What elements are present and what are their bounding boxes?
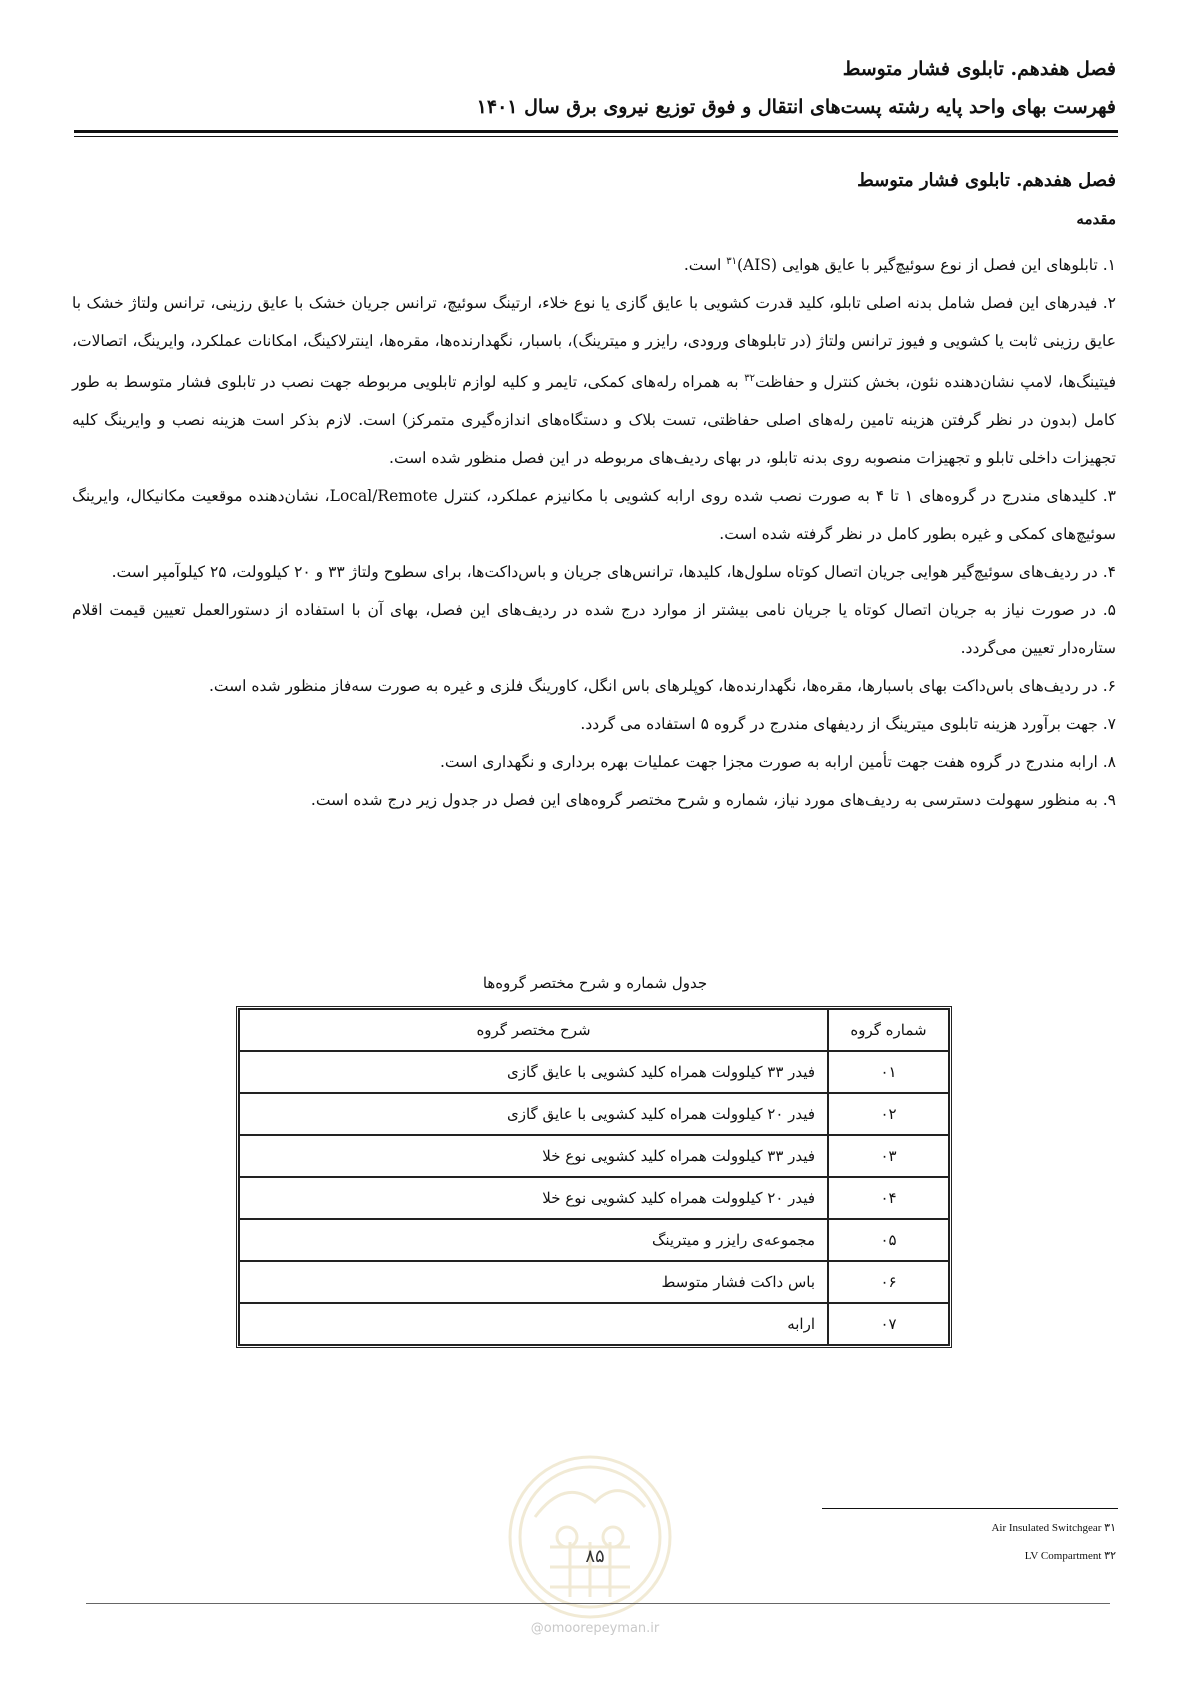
body-text xyxy=(72,243,1116,819)
paragraph-4: ۴. در ردیف‌های سوئیچ‌گیر هوایی جریان اتصال کوتاه سلول‌ها، کلیدها، ترانس‌های جریان و باس‌داکت‌ها، برای سطوح ولتاژ ۳۳ و ۲۰ کیلوولت، ۲۵ کیلوآمپر است. xyxy=(111,563,1116,582)
running-header-chapter: فصل هفدهم. تابلوی فشار متوسط xyxy=(842,58,1116,80)
footnote-31 xyxy=(991,1521,1116,1534)
paragraph-3: ۳. کلیدهای مندرج در گروه‌های ۱ تا ۴ به صورت نصب شده روی ارابه کشویی با مکانیزم عملکرد، کنترل Local/Remote، نشان‌دهنده موقعیت مکانیکال، وایرینگ سوئیچ‌های کمکی و غیره بطور کامل در نظر گرفته شده است. xyxy=(72,487,1116,544)
table-row xyxy=(239,1303,949,1345)
footnote-number: ۳۱ xyxy=(1104,1522,1116,1534)
group-number-cell: ۰۷ xyxy=(828,1303,949,1345)
paragraph-7: ۷. جهت برآورد هزینه تابلوی میترینگ از ردیفهای مندرج در گروه ۵ استفاده می گردد. xyxy=(580,715,1116,734)
table-row xyxy=(239,1261,949,1303)
page-number: ۸۵ xyxy=(585,1546,605,1567)
footer-rule xyxy=(86,1603,1110,1604)
paragraph-5: ۵. در صورت نیاز به جریان اتصال کوتاه یا جریان نامی بیشتر از موارد درج شده در ردیف‌های این فصل، بهای آن با استفاده از دستورالعمل تعیین قیمت اقلام ستاره‌دار تعیین می‌گردد. xyxy=(72,601,1116,658)
table-header-group-description: شرح مختصر گروه xyxy=(239,1009,828,1051)
group-number-cell: ۰۴ xyxy=(828,1177,949,1219)
header-rule-thick xyxy=(74,130,1118,133)
footnote-text: LV Compartment xyxy=(1024,1550,1102,1562)
table-caption: جدول شماره و شرح مختصر گروه‌ها xyxy=(482,974,708,992)
watermark-url: @omoorepeyman.ir xyxy=(530,1621,660,1636)
group-description-cell: فیدر ۲۰ کیلوولت همراه کلید کشویی نوع خلا xyxy=(239,1177,828,1219)
table-row xyxy=(239,1135,949,1177)
paragraph-6: ۶. در ردیف‌های باس‌داکت بهای باسبارها، مقره‌ها، نگهدارنده‌ها، کوپلرهای باس انگل، کاورینگ فلزی و غیره به صورت سه‌فاز منظور شده است. xyxy=(208,677,1116,696)
table-row xyxy=(239,1093,949,1135)
group-number-cell: ۰۲ xyxy=(828,1093,949,1135)
footnote-number: ۳۲ xyxy=(1104,1550,1116,1562)
group-description-cell: باس داکت فشار متوسط xyxy=(239,1261,828,1303)
group-description-cell: فیدر ۳۳ کیلوولت همراه کلید کشویی نوع خلا xyxy=(239,1135,828,1177)
group-description-cell: ارابه xyxy=(239,1303,828,1345)
footnote-rule xyxy=(822,1508,1118,1509)
table-header-group-number: شماره گروه xyxy=(828,1009,949,1051)
paragraph-9: ۹. به منظور سهولت دسترسی به ردیف‌های مورد نیاز، شماره و شرح مختصر گروه‌های این فصل در جدول زیر درج شده است. xyxy=(310,791,1116,810)
group-number-cell: ۰۱ xyxy=(828,1051,949,1093)
footnote-marker: ۳۲ xyxy=(744,373,755,385)
groups-table xyxy=(236,1006,952,1348)
paragraph-8: ۸. ارابه مندرج در گروه هفت جهت تأمین ارابه به صورت مجزا جهت عملیات بهره برداری و نگهداری است. xyxy=(439,753,1116,772)
table-row xyxy=(239,1177,949,1219)
table-row xyxy=(239,1051,949,1093)
footnote-marker: ۳۱ xyxy=(726,256,737,267)
section-intro-heading: مقدمه xyxy=(1076,210,1116,228)
watermark-seal-icon xyxy=(505,1447,675,1627)
group-description-cell: مجموعه‌ی رایزر و میترینگ xyxy=(239,1219,828,1261)
group-description-cell: فیدر ۲۰ کیلوولت همراه کلید کشویی با عایق گازی xyxy=(239,1093,828,1135)
header-rule-thin xyxy=(74,136,1118,137)
group-number-cell: ۰۵ xyxy=(828,1219,949,1261)
table-header-row xyxy=(239,1009,949,1051)
group-number-cell: ۰۶ xyxy=(828,1261,949,1303)
paragraph-2: ۲. فیدرهای این فصل شامل بدنه اصلی تابلو، کلید قدرت کشویی با عایق گازی یا نوع خلاء، ارتینگ سوئیچ، ترانس جریان خشک با عایق رزینی، ترانس ولتاژ خشک با عایق رزینی ثابت یا کشویی و فیوز ترانس ولتاژ (در تابلوهای ورودی، رایزر و میترینگ)، باسبار، نگهدارنده‌ها، مقره‌ها، اینترلاکینگ، امکانات عملکرد، وایرینگ، اتصالات، فیتینگ‌ها، لامپ نشان‌دهنده نئون، بخش کنترل و حفاظت$^{۳۲}$ به همراه رله‌های کمکی، تایمر و کلیه لوازم تابلویی مربوطه جهت نصب در تابلوی فشار متوسط به طور کامل (بدون در نظر گرفتن هزینه تامین رله‌های اصلی حفاظتی، تست بلاک و دستگاه‌های اندازه‌گیری متمرکز) است. لازم بذکر است هزینه نصب و وایرینگ کلیه تجهیزات داخلی تابلو و تجهیزات منصوبه روی بدنه تابلو، در بهای ردیف‌های مربوطه در این فصل منظور شده است. xyxy=(72,294,1116,468)
group-number-cell: ۰۳ xyxy=(828,1135,949,1177)
paragraph-1: ۱. تابلوهای این فصل از نوع سوئیچ‌گیر با عایق هوایی (AIS)$^{۳۱}$ است. xyxy=(683,256,1116,275)
running-header-document-title: فهرست بهای واحد پایه رشته پست‌های انتقال و فوق توزیع نیروی برق سال ۱۴۰۱ xyxy=(476,96,1116,118)
table-row xyxy=(239,1219,949,1261)
footnote-text: Air Insulated Switchgear xyxy=(991,1522,1102,1534)
section-title: فصل هفدهم. تابلوی فشار متوسط xyxy=(857,170,1116,191)
group-description-cell: فیدر ۳۳ کیلوولت همراه کلید کشویی با عایق گازی xyxy=(239,1051,828,1093)
